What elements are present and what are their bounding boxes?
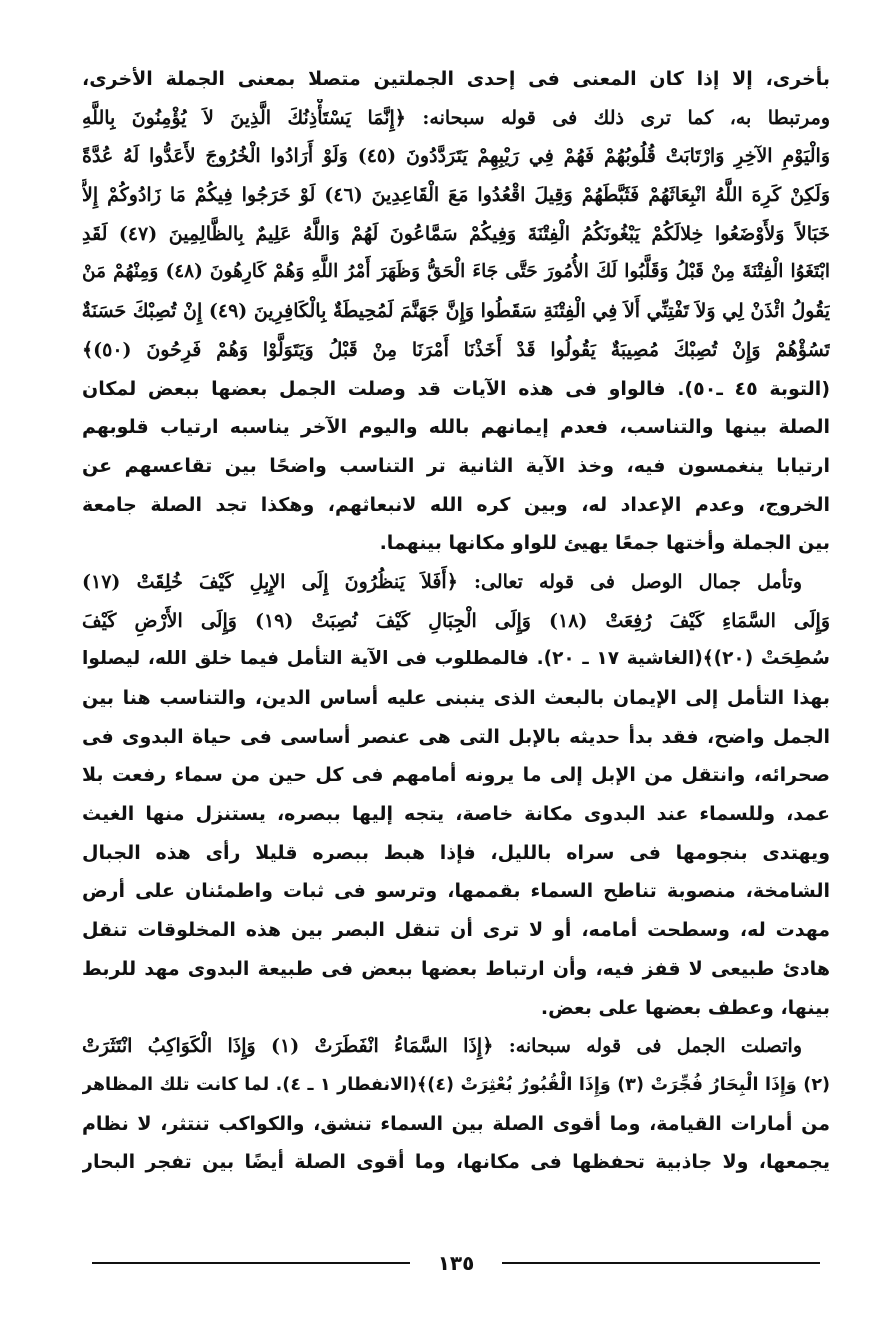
quran-verse-line: يَقُولُ ائْذَنْ لِي وَلاَ تَفْتِنِّي أَلاَ فِي الْفِتْنَةِ سَقَطُوا وَإِنَّ جَهَنَّمَ لَمُحِيطَةٌ بِالْكَافِرِينَ (٤٩) إِنْ تُصِبْكَ حَسَنَةٌ [82,300,830,323]
quran-verse-line: وَإِلَى السَّمَاءِ كَيْفَ رُفِعَتْ (١٨) وَإِلَى الْجِبَالِ كَيْفَ نُصِبَتْ (١٩) وَإِلَى الأَرْضِ كَيْفَ [82,609,830,632]
text-line: هادئ طبيعى لا قفز فيه، وأن ارتباط بعضها ببعض فى طبيعة البدوى مهد للربط [82,957,830,980]
page-number: ١٣٥ [437,1251,475,1275]
footer-rule-right [502,1262,820,1264]
text-line: (التوبة ٤٥ ـ٥٠). فالواو فى هذه الآيات قد وصلت الجمل بعضها ببعض لمكان [82,377,830,400]
text-line: بهذا التأمل إلى الإيمان بالبعث الذى ينبنى عليه أساس الدين، والتناسب هنا بين [82,687,830,709]
text-line: بين الجملة وأختها جمعًا يهيئ للواو مكانها بينهما. [379,532,830,555]
text-line: الشامخة، منصوبة تناطح السماء بقممها، وترسو فى ثبات واطمئنان على أرض [82,880,830,903]
text-line: سُطِحَتْ (٢٠)﴾(الغاشية ١٧ ـ ٢٠). فالمطلوب فى الآية التأمل فيما خلق الله، ليصلوا [82,648,830,670]
quran-verse-line: خَبَالاً وَلأَوْضَعُوا خِلالَكُمْ يَبْغُونَكُمُ الْفِتْنَةَ وَفِيكُمْ سَمَّاعُونَ لَهُمْ وَاللَّهُ عَلِيمٌ بِالظَّالِمِينَ (٤٧) لَقَدِ [82,222,830,245]
page-footer [82,1248,830,1278]
text-line: وتأمل جمال الوصل فى قوله تعالى: ﴿أَفَلاَ يَنظُرُونَ إِلَى الإِبِلِ كَيْفَ خُلِقَتْ (١٧) [82,570,802,593]
text-line: بأخرى، إلا إذا كان المعنى فى إحدى الجملتين متصلا بمعنى الجملة الأخرى، [82,68,830,90]
text-line: ارتيابا ينغمسون فيه، وخذ الآية الثانية تر التناسب واضحًا بين تقاعسهم عن [82,454,830,477]
text-line: بينها، وعطف بعضها على بعض. [540,996,830,1019]
quran-verse-line: تَسُؤْهُمْ وَإِنْ تُصِبْكَ مُصِيبَةٌ يَقُولُوا قَدْ أَخَذْنَا أَمْرَنَا مِنْ قَبْلُ وَيَتَوَلَّوْا وَهُمْ فَرِحُونَ (٥٠)﴾ [82,338,830,361]
text-line: (٢) وَإِذَا الْبِحَارُ فُجِّرَتْ (٣) وَإِذَا الْقُبُورُ بُعْثِرَتْ (٤)﴾(الانفطار ١ ـ ٤). لما كانت تلك المظاهر [82,1074,830,1095]
text-line: الصلة بينها والتناسب، فعدم إيمانهم بالله واليوم الآخر يناسبه ارتياب قلوبهم [82,416,830,439]
quran-verse-line: وَالْيَوْمِ الآخِرِ وَارْتَابَتْ قُلُوبُهُمْ فَهُمْ فِي رَيْبِهِمْ يَتَرَدَّدُونَ (٤٥) وَلَوْ أَرَادُوا الْخُرُوجَ لأَعَدُّوا لَهُ عُدَّةً [82,145,830,168]
text-line: يجمعها، ولا جاذبية تحفظها فى مكانها، وما أقوى الصلة أيضًا بين تفجر البحار [82,1151,830,1174]
text-line: مهدت له، وسطحت أمامه، أو لا ترى أن تنقل البصر بين هذه المخلوقات تنقل [82,919,830,942]
text-line: صحرائه، وانتقل من الإبل إلى ما يرونه أمامهم فى كل حين من سماء رفعت بلا [82,764,830,787]
text-line: ومرتبطا به، كما ترى ذلك فى قوله سبحانه: ﴿إِنَّمَا يَسْتَأْذِنُكَ الَّذِينَ لاَ يُؤْمِنُونَ بِاللَّهِ [82,106,830,129]
page-body-text [82,60,830,1182]
text-line: عمد، وللسماء عند البدوى مكانة خاصة، يتجه إليها ببصره، يستنزل منها الغيث [82,803,830,826]
text-line: الخروج، وعدم الإعداد له، وبين كره الله لانبعاثهم، وهكذا تجد الصلة جامعة [82,493,830,516]
text-line: واتصلت الجمل فى قوله سبحانه: ﴿إِذَا السَّمَاءُ انْفَطَرَتْ (١) وَإِذَا الْكَوَاكِبُ انْتَثَرَتْ [82,1035,802,1058]
text-line: الجمل واضح، فقد بدأ حديثه بالإبل التى هى عنصر أساسى فى حياة البدوى فى [82,725,830,748]
text-line: من أمارات القيامة، وما أقوى الصلة بين السماء تنشق، والكواكب تنتثر، لا نظام [82,1112,830,1135]
quran-verse-line: وَلَكِنْ كَرِهَ اللَّهُ انْبِعَاثَهُمْ فَثَبَّطَهُمْ وَقِيلَ اقْعُدُوا مَعَ الْقَاعِدِينَ (٤٦) لَوْ خَرَجُوا فِيكُمْ مَا زَادُوكُمْ إِلاَّ [82,184,830,207]
text-line: ويهتدى بنجومها فى سراه بالليل، فإذا هبط ببصره قليلا رأى هذه الجبال [82,841,830,864]
quran-verse-line: ابْتَغَوُا الْفِتْنَةَ مِنْ قَبْلُ وَقَلَّبُوا لَكَ الأُمُورَ حَتَّى جَاءَ الْحَقُّ وَظَهَرَ أَمْرُ اللَّهِ وَهُمْ كَارِهُونَ (٤٨) وَمِنْهُمْ مَنْ [82,261,830,283]
